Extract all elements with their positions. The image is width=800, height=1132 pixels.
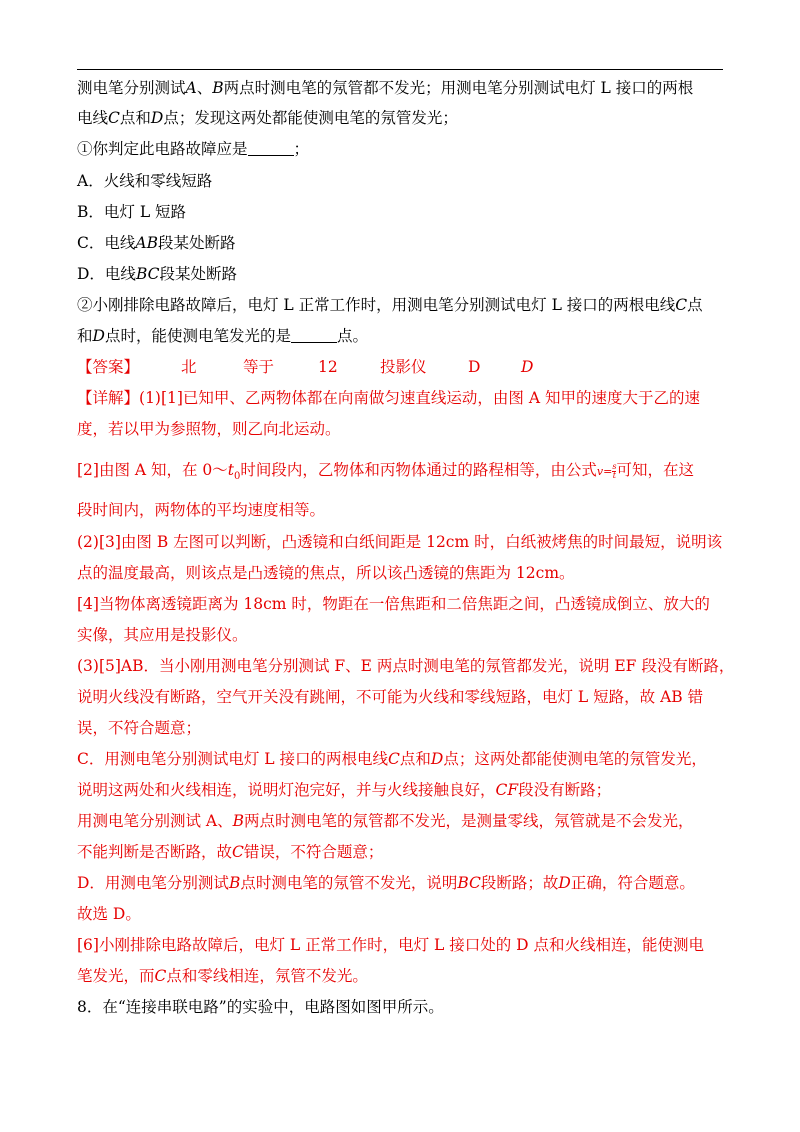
detail-p1-line-1: 【详解】(1)[1]已知甲、乙两物体都在向南做匀速直线运动，由图 A 知甲的速度大于乙的速 [77,389,700,407]
detail-p5-line-1: (3)[5]AB．当小刚用测电笔分别测试 F、E 两点时测电笔的氖管都发光，说明 EF 段没有断路， [77,657,735,675]
detail-p5-line-3: 误，不符合题意； [77,719,202,737]
detail-p6-line-2: 说明这两处和火线相连，说明灯泡完好，并与火线接触良好，CF段没有断路； [77,781,612,799]
detail-p4-line-1: [4]当物体离透镜距离为 18cm 时，物距在一倍焦距和二倍焦距之间，凸透镜成倒立、放大的 [77,595,710,613]
detail-p2-line-2: 段时间内，两物体的平均速度相等。 [77,501,326,519]
answer-value: 北 [181,358,197,376]
option-c: C．电线AB段某处断路 [77,234,236,252]
detail-label: 【详解】 [77,389,140,407]
q7-line-2: 电线C点和D点；发现这两处都能使测电笔的氖管发光； [77,109,458,127]
option-b: B．电灯 L 短路 [77,203,187,221]
detail-p7-line-1: D．用测电笔分别测试B点时测电笔的氖管不发光，说明BC段断路；故D正确，符合题意。 [77,874,695,892]
answer-value: 等于 [243,358,275,376]
detail-p6-line-3: 用测电笔分别测试 A、B两点时测电笔的氖管都不发光，是测量零线，氖管就是不会发光， [77,812,694,830]
q7-sub-question-2-line-1: ②小刚排除电路故障后，电灯 L 正常工作时，用测电笔分别测试电灯 L 接口的两根电线C点 [77,296,703,314]
detail-p6-line-1: C．用测电笔分别测试电灯 L 接口的两根电线C点和D点；这两处都能使测电笔的氖管发光， [77,750,707,768]
detail-p8-line-2: 笔发光，而C点和零线相连，氖管不发光。 [77,967,368,985]
detail-p5-line-2: 说明火线没有断路，空气开关没有跳闸，不可能为火线和零线短路，电灯 L 短路，故 AB 错 [77,688,704,706]
option-a: A．火线和零线短路 [77,172,213,190]
detail-p1-line-2: 度，若以甲为参照物，则乙向北运动。 [77,420,341,438]
answer-value: 12 [318,358,338,376]
q7-line-1: 测电笔分别测试A、B两点时测电笔的氖管都不发光；用测电笔分别测试电灯 L 接口的两根 [77,79,694,97]
option-d: D．电线BC段某处断路 [77,265,237,283]
answer-value: 投影仪 [380,358,427,376]
q7-sub-question-2-line-2: 和D点时，能使测电笔发光的是 点。 [77,327,368,345]
answer-blank [291,328,337,343]
answer-blank [248,141,294,156]
q7-sub-question-1: ①你判定此电路故障应是 ； [77,140,310,158]
detail-p4-line-2: 实像，其应用是投影仪。 [77,626,248,644]
detail-p8-line-1: [6]小刚排除电路故障后，电灯 L 正常工作时，电灯 L 接口处的 D 点和火线相连，能使测电 [77,936,705,954]
question-8: 8．在“连接串联电路”的实验中，电路图如图甲所示。 [77,998,444,1016]
header-rule [77,69,723,70]
answer-label: 【答案】 [77,358,140,376]
answer-line [77,357,533,377]
detail-p7-line-2: 故选 D。 [77,905,141,923]
detail-p2-line-1: [2]由图 A 知，在 $0\sim t_0$时间段内，乙物体和丙物体通过的路程相等，由公式v= $\frac{s}{t}$ 可知，在这 [77,461,694,483]
detail-p6-line-4: 不能判断是否断路，故C错误，不符合题意； [77,843,384,861]
velocity-fraction: $\frac{s}{t}$ [612,461,617,480]
detail-p3-line-2: 点的温度最高，则该点是凸透镜的焦点，所以该凸透镜的焦距为 12cm。 [77,564,575,582]
detail-p3-line-1: (2)[3]由图 B 左图可以判断，凸透镜和白纸间距是 12cm 时，白纸被烤焦的时间最短，说明该 [77,533,723,551]
answer-value: D [468,358,481,376]
answer-value: D [521,358,534,376]
